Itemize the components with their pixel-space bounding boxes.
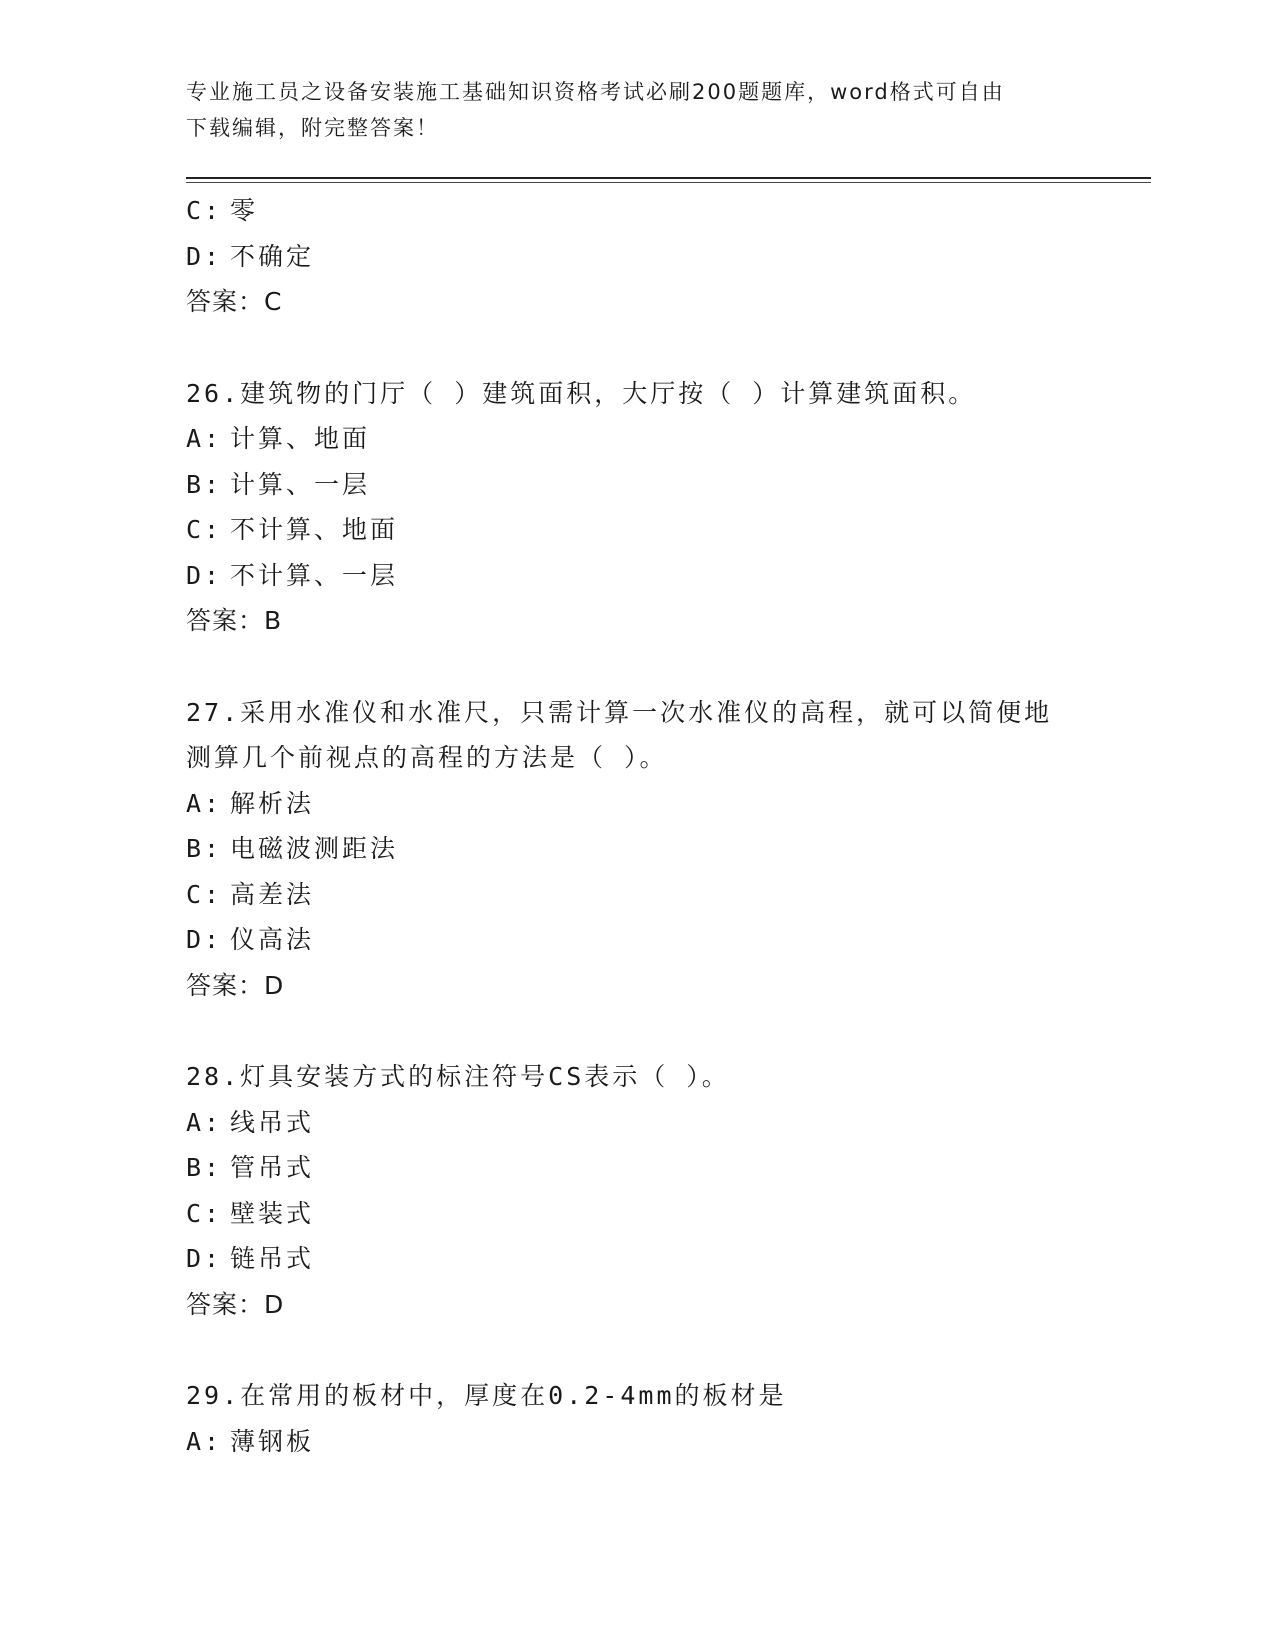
option-key: B: <box>186 469 223 499</box>
header-divider <box>186 177 1151 179</box>
question-27 <box>186 690 1086 1009</box>
option-b <box>186 462 1086 508</box>
option-key: D: <box>186 241 223 271</box>
option-a <box>186 416 1086 462</box>
question-continued <box>186 188 1086 325</box>
option-key: D: <box>186 1244 223 1273</box>
option-key: C: <box>186 1198 223 1228</box>
question-stem-line-2: 测算几个前视点的高程的方法是（ ）。 <box>186 743 668 772</box>
option-d <box>186 1236 1086 1282</box>
option-a <box>186 781 1086 827</box>
header-line-2: 下载编辑，附完整答案！ <box>186 116 439 140</box>
option-a <box>186 1100 1086 1146</box>
question-28 <box>186 1054 1086 1327</box>
option-text: 高差法 <box>230 879 315 909</box>
option-text: 壁装式 <box>230 1198 315 1228</box>
question-stem: 28.灯具安装方式的标注符号CS表示（ ）。 <box>186 1062 730 1091</box>
answer-line: 答案：D <box>186 970 285 1000</box>
option-key: D: <box>186 560 223 590</box>
answer-line: 答案：B <box>186 606 283 635</box>
answer-line: 答案：D <box>186 1289 285 1319</box>
option-b <box>186 826 1086 872</box>
option-text: 仪高法 <box>230 925 315 954</box>
option-d <box>186 553 1086 599</box>
option-c <box>186 507 1086 553</box>
option-key: A: <box>186 1426 223 1456</box>
option-c <box>186 1191 1086 1237</box>
option-text: 不计算、地面 <box>230 515 399 544</box>
document-header <box>186 74 1066 146</box>
option-key: C: <box>186 196 223 225</box>
option-key: C: <box>186 879 223 909</box>
option-key: A: <box>186 788 223 818</box>
option-key: A: <box>186 1107 223 1137</box>
option-text: 计算、地面 <box>230 424 371 453</box>
option-c <box>186 872 1086 918</box>
option-text: 薄钢板 <box>230 1426 315 1456</box>
option-text: 不计算、一层 <box>230 560 399 590</box>
option-text: 管吊式 <box>230 1153 315 1182</box>
option-key: B: <box>186 834 223 863</box>
question-list <box>186 188 1086 1464</box>
option-d <box>186 917 1086 963</box>
option-key: B: <box>186 1153 223 1182</box>
option-a <box>186 1419 1086 1465</box>
option-text: 零 <box>230 196 259 225</box>
option-text: 计算、一层 <box>230 469 371 499</box>
option-text: 链吊式 <box>230 1244 315 1273</box>
question-stem-line-1: 27.采用水准仪和水准尺，只需计算一次水准仪的高程，就可以简便地 <box>186 697 1053 727</box>
option-d <box>186 234 1086 280</box>
answer-line: 答案：C <box>186 287 283 316</box>
header-divider-thin <box>186 182 1151 183</box>
option-key: D: <box>186 925 223 954</box>
header-line-1: 专业施工员之设备安装施工基础知识资格考试必刷200题题库，word格式可自由 <box>186 80 1005 104</box>
option-text: 解析法 <box>230 788 315 818</box>
option-b <box>186 1145 1086 1191</box>
option-text: 电磁波测距法 <box>230 834 399 863</box>
option-c <box>186 188 1086 234</box>
option-text: 线吊式 <box>230 1107 315 1137</box>
question-26 <box>186 371 1086 644</box>
question-stem: 26.建筑物的门厅（ ）建筑面积，大厅按（ ）计算建筑面积。 <box>186 378 977 408</box>
question-29 <box>186 1373 1086 1464</box>
option-key: A: <box>186 424 223 453</box>
question-stem: 29.在常用的板材中，厚度在0.2-4mm的板材是 <box>186 1381 787 1410</box>
option-text: 不确定 <box>230 241 315 271</box>
option-key: C: <box>186 515 223 544</box>
